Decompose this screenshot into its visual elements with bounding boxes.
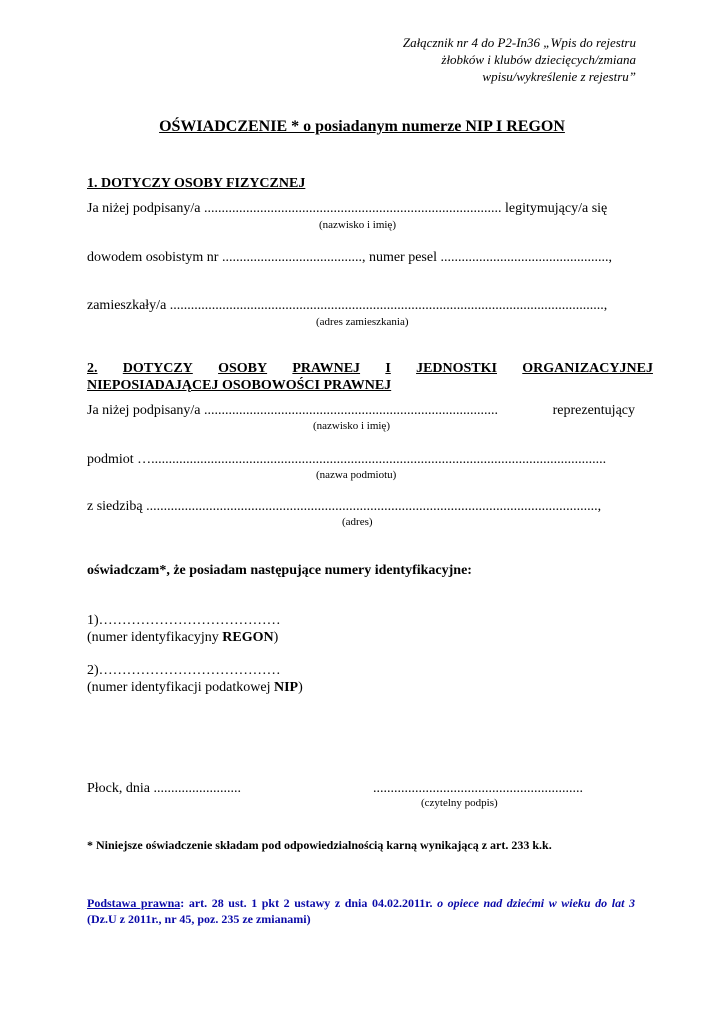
- section2-heading-line-1: [87, 360, 653, 377]
- signature-caption: (czytelny podpis): [421, 797, 498, 809]
- annex-note: [336, 34, 636, 85]
- section2-heading-line-2: NIEPOSIADAJĄCEJ OSOBOWOŚCI PRAWNEJ: [87, 378, 392, 393]
- regon-field[interactable]: 1)…………………………………: [87, 613, 281, 628]
- nip-caption: [87, 680, 303, 696]
- nip-field[interactable]: 2)…………………………………: [87, 663, 281, 678]
- heading-word: DOTYCZY: [122, 361, 193, 376]
- section2-entity-caption: (nazwa podmiotu): [316, 469, 397, 481]
- heading-word: JEDNOSTKI: [416, 361, 497, 376]
- nip-caption-prefix: (numer identyfikacji podatkowej: [87, 680, 274, 695]
- section1-name-caption: (nazwisko i imię): [319, 219, 396, 231]
- section2-seat-caption: (adres): [342, 516, 373, 528]
- section1-address-caption: (adres zamieszkania): [316, 316, 409, 328]
- annex-line-2: żłobków i klubów dziecięcych/zmiana: [441, 52, 636, 67]
- annex-line-1: Załącznik nr 4 do P2-In36 „Wpis do rejestru: [402, 35, 636, 50]
- section2-seat-field[interactable]: z siedzibą .................................................................................................................................,: [87, 499, 602, 514]
- liability-footnote: * Niniejsze oświadczenie składam pod odpowiedzialnością karną wynikającą z art. 233 k.k.: [87, 838, 552, 852]
- declaration-text: oświadczam*, że posiadam następujące numery identyfikacyjne:: [87, 563, 472, 578]
- section2-name-caption: (nazwisko i imię): [313, 420, 390, 432]
- section2-name-right: reprezentujący: [552, 403, 635, 418]
- nip-caption-bold: NIP: [274, 680, 299, 695]
- nip-caption-suffix: ): [298, 680, 303, 695]
- place-date-field[interactable]: Płock, dnia .........................: [87, 781, 241, 796]
- legal-basis: [87, 895, 635, 927]
- heading-word: PRAWNEJ: [292, 361, 361, 376]
- document-title: OŚWIADCZENIE * o posiadanym numerze NIP I REGON: [159, 118, 565, 135]
- section2-name-left: Ja niżej podpisany/a ....................................................................................: [87, 403, 499, 418]
- regon-caption-suffix: ): [273, 630, 279, 645]
- heading-word: 2.: [87, 361, 98, 376]
- legal-basis-text: art. 28 ust. 1 pkt 2 ustawy z dnia 04.02.2011r.: [184, 896, 438, 910]
- legal-basis-act-title: o opiece nad dziećmi w wieku do lat 3: [437, 896, 635, 910]
- heading-word: ORGANIZACYJNEJ: [522, 361, 653, 376]
- regon-caption-bold: REGON: [222, 630, 274, 645]
- section2-name-field[interactable]: [87, 403, 635, 419]
- section1-address-field[interactable]: zamieszkały/a ............................................................................................................................,: [87, 298, 608, 313]
- heading-word: OSOBY: [218, 361, 268, 376]
- regon-caption-prefix: (numer identyfikacyjny: [87, 630, 223, 645]
- section1-id-field[interactable]: dowodem osobistym nr ........................................, numer pesel ................................................,: [87, 250, 612, 265]
- signature-field[interactable]: ............................................................: [373, 781, 583, 796]
- section2-entity-field[interactable]: podmiot …..................................................................................................................................: [87, 452, 607, 467]
- heading-word: I: [385, 361, 391, 376]
- legal-basis-colon: :: [180, 896, 185, 910]
- section1-name-field[interactable]: Ja niżej podpisany/a ..................................................................................... legitymujący/a się: [87, 201, 608, 216]
- section1-heading: 1. DOTYCZY OSOBY FIZYCZNEJ: [87, 176, 306, 191]
- annex-line-3: wpisu/wykreślenie z rejestru”: [482, 69, 636, 84]
- section2-heading: [87, 360, 653, 394]
- regon-caption: [87, 630, 278, 646]
- legal-basis-label: Podstawa prawna: [87, 896, 181, 910]
- legal-basis-ref: (Dz.U z 2011r., nr 45, poz. 235 ze zmianami): [87, 912, 311, 926]
